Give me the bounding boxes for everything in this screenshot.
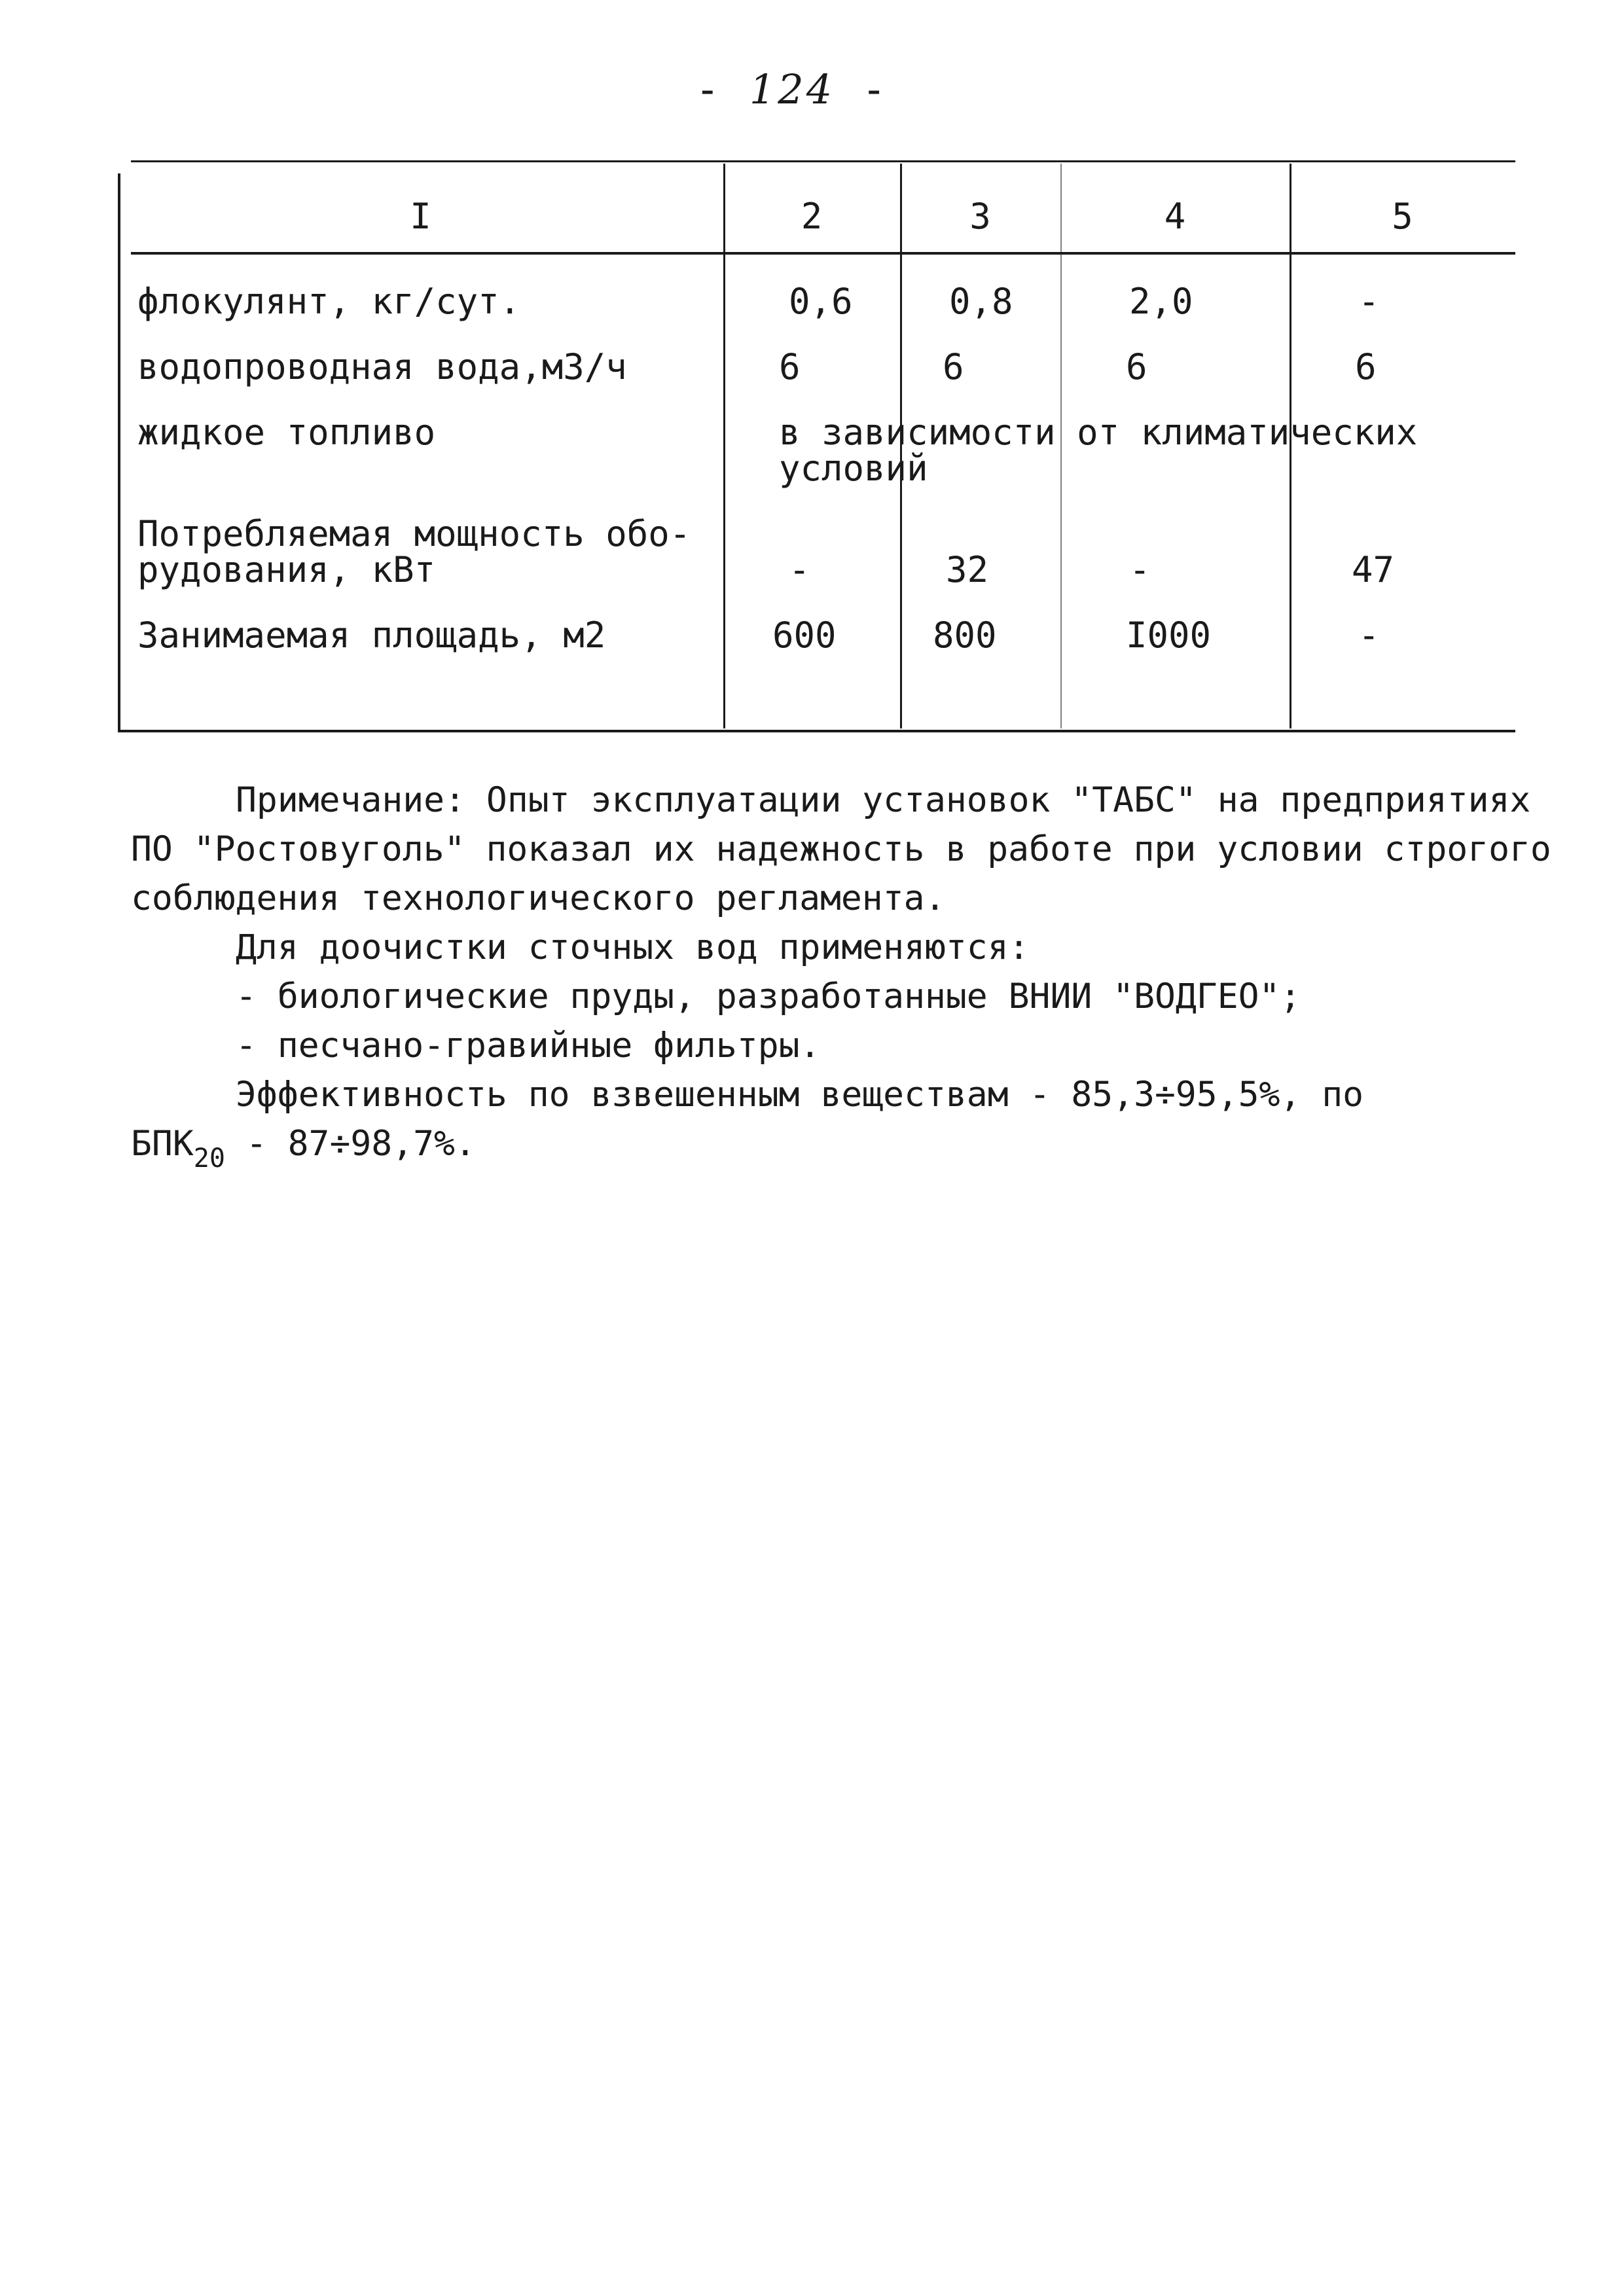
table-col-divider-1 — [723, 164, 725, 728]
row-power-label-line-1: Потребляемая мощность обо- — [137, 513, 691, 554]
row-power-col-3: 32 — [946, 549, 989, 590]
row-power-col-4: - — [1129, 549, 1151, 590]
bod-value: - 87÷98,7%. — [225, 1124, 476, 1164]
row-tap-water-col-2: 6 — [779, 346, 801, 387]
row-liquid-fuel-span-line-1: в зависимости от климатических — [779, 412, 1418, 453]
row-area-col-5: - — [1358, 615, 1380, 656]
note-section — [131, 776, 1551, 1174]
header-col-4: 4 — [1164, 196, 1186, 237]
row-liquid-fuel-span-line-2: условий — [779, 448, 928, 489]
note-paragraph-1-line-1: Примечание: Опыт эксплуатации установок "ТАБС" на предприятиях — [236, 780, 1531, 820]
page-number-suffix: - — [835, 65, 889, 113]
row-power-label-line-2: рудования, кВт — [137, 549, 436, 590]
table-left-border — [118, 173, 120, 731]
bod-subscript: 20 — [193, 1143, 225, 1174]
row-area-col-3: 800 — [933, 615, 997, 656]
page-number-value: 124 — [749, 65, 835, 113]
data-table — [118, 160, 1515, 733]
row-tap-water-col-5: 6 — [1355, 346, 1377, 387]
row-tap-water-col-4: 6 — [1126, 346, 1147, 387]
bod-label: БПК — [131, 1124, 194, 1164]
note-paragraph-3-line-1: Эффективность по взвешенным веществам - 85,3÷95,5%, по — [236, 1075, 1364, 1115]
row-power-col-5: 47 — [1352, 549, 1395, 590]
row-area-col-4: I000 — [1126, 615, 1212, 656]
page-number — [694, 65, 890, 113]
note-list-item-2: - песчано-гравийные фильтры. — [236, 1026, 821, 1066]
header-col-2: 2 — [801, 196, 823, 237]
note-paragraph-1-line-2: ПО "Ростовуголь" показал их надежность в работе при условии строгого — [131, 829, 1551, 869]
note-list-item-1: - биологические пруды, разработанные ВНИИ "ВОДГЕО"; — [236, 977, 1301, 1016]
header-col-1: I — [410, 196, 431, 237]
row-tap-water-col-3: 6 — [943, 346, 964, 387]
row-power-col-2: - — [789, 549, 810, 590]
row-area-col-2: 600 — [772, 615, 837, 656]
row-area-label: Занимаемая площадь, м2 — [137, 615, 606, 656]
page-number-prefix: - — [695, 65, 749, 113]
row-flocculant-label: флокулянт, кг/сут. — [137, 281, 521, 322]
header-col-3: 3 — [969, 196, 991, 237]
row-liquid-fuel-label: жидкое топливо — [137, 412, 436, 453]
note-paragraph-3-line-2 — [131, 1119, 1525, 1174]
row-flocculant-col-4: 2,0 — [1129, 281, 1193, 322]
row-flocculant-col-5: - — [1358, 281, 1380, 322]
note-paragraph-2: Для доочистки сточных вод применяются: — [236, 927, 1030, 967]
table-header-rule — [131, 252, 1515, 255]
table-bottom-rule — [118, 730, 1515, 732]
row-flocculant-col-3: 0,8 — [949, 281, 1013, 322]
row-flocculant-col-2: 0,6 — [789, 281, 853, 322]
header-col-5: 5 — [1392, 196, 1413, 237]
table-top-rule — [131, 160, 1515, 162]
note-paragraph-1-line-3: соблюдения технологического регламента. — [131, 878, 946, 918]
row-tap-water-label: водопроводная вода,м3/ч — [137, 346, 627, 387]
